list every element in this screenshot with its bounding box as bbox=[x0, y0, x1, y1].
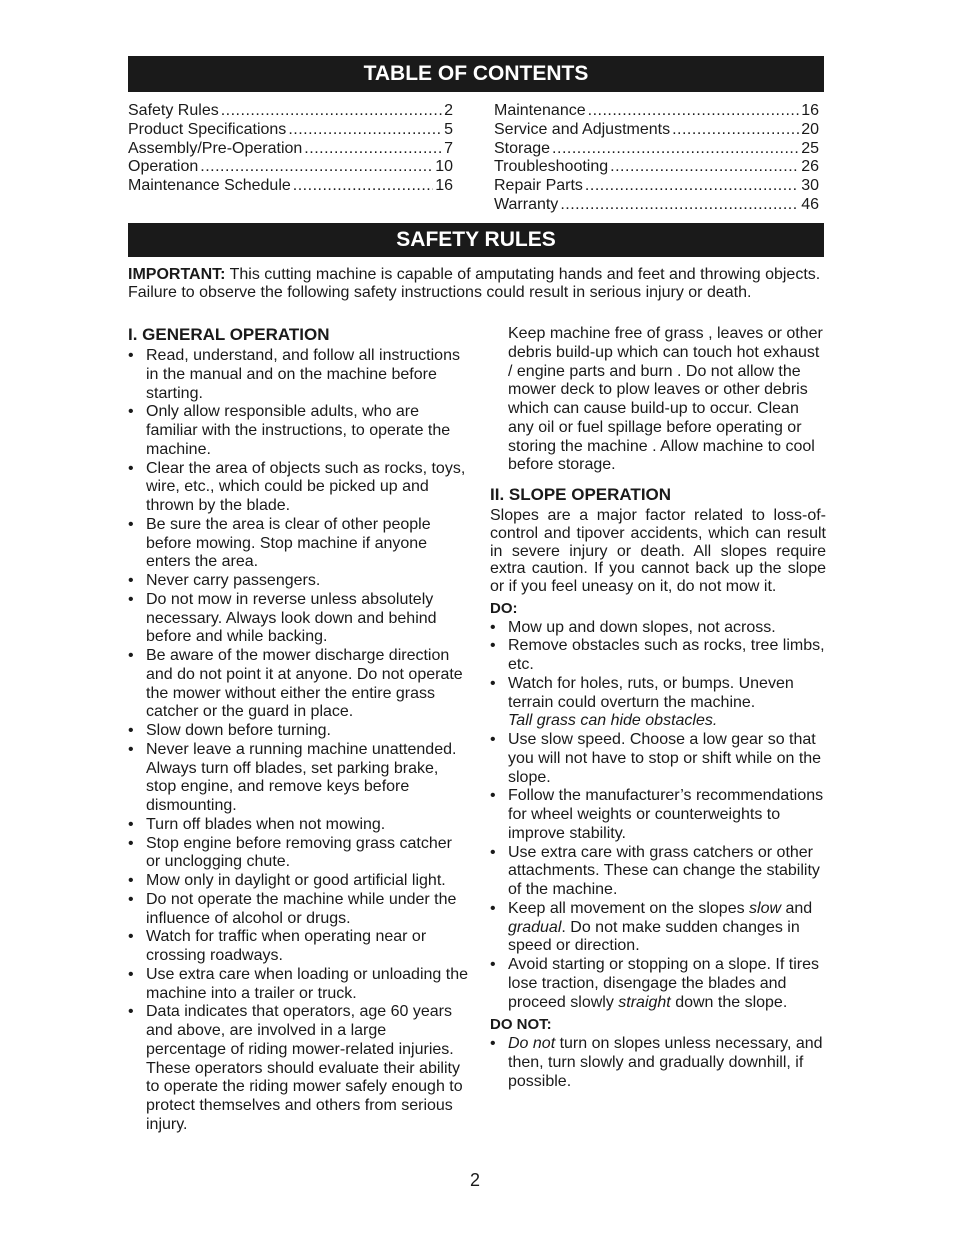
toc-entry-page: 16 bbox=[801, 102, 819, 119]
do-item: • Remove obstacles such as rocks, tree limbs, etc. bbox=[490, 637, 826, 675]
general-operation-item: • Data indicates that operators, age 60 years and above, are involved in a large percentage of riding mower-related injuries. These operators should evaluate their ability to operate the riding mower safely enough to protect themselves and others from serious injury. bbox=[128, 1003, 468, 1134]
general-operation-item: • Be aware of the mower discharge direction and do not point it at anyone. Do not operate the mower without either the entire grass catcher or the guard in place. bbox=[128, 647, 468, 722]
toc-leader-dots bbox=[585, 177, 799, 196]
general-operation-item: • Watch for traffic when operating near or crossing roadways. bbox=[128, 928, 468, 966]
general-operation-item: • Slow down before turning. bbox=[128, 722, 468, 741]
toc-entry bbox=[494, 196, 819, 215]
slope-intro: Slopes are a major factor related to loss-of-control and tipover accidents, which can result in severe injury or death. All slopes require extra caution. If you cannot back up the slope or if you feel uneasy on it, do not mow it. bbox=[490, 507, 826, 596]
toc-leader-dots bbox=[560, 196, 799, 215]
general-operation-heading: I. GENERAL OPERATION bbox=[128, 325, 330, 344]
toc-entry-page: 26 bbox=[801, 158, 819, 176]
safety-rules-title: SAFETY RULES bbox=[128, 223, 824, 257]
general-operation-item: • Never carry passengers. bbox=[128, 572, 468, 591]
toc-leader-dots bbox=[610, 158, 799, 177]
toc-entry-label: Safety Rules bbox=[128, 102, 219, 119]
toc-entry-page: 46 bbox=[801, 195, 819, 213]
toc-right-column bbox=[494, 102, 819, 215]
toc-entry-page: 2 bbox=[444, 102, 453, 119]
toc-entry bbox=[128, 102, 453, 121]
toc-entry-page: 16 bbox=[435, 177, 453, 195]
general-operation-item: • Only allow responsible adults, who are familiar with the instructions, to operate the machine. bbox=[128, 403, 468, 459]
toc-entry-page: 30 bbox=[801, 177, 819, 195]
toc-entry bbox=[128, 121, 453, 140]
toc-entry-label: Maintenance bbox=[494, 102, 586, 119]
toc-leader-dots bbox=[293, 177, 433, 196]
do-item: • Follow the manufacturer’s recommendations for wheel weights or counterweights to improve stability. bbox=[490, 787, 826, 843]
toc-entry bbox=[494, 102, 819, 121]
toc-leader-dots bbox=[552, 140, 799, 159]
toc-title: TABLE OF CONTENTS bbox=[128, 56, 824, 92]
toc-entry-label: Repair Parts bbox=[494, 177, 583, 195]
toc-entry-page: 10 bbox=[435, 158, 453, 176]
do-label: DO: bbox=[490, 599, 518, 617]
general-operation-item: • Read, understand, and follow all instructions in the manual and on the machine before starting. bbox=[128, 347, 468, 403]
do-item: • Use extra care with grass catchers or other attachments. These can change the stability of the machine. bbox=[490, 844, 826, 900]
toc-entry-label: Warranty bbox=[494, 195, 559, 213]
toc-entry bbox=[128, 158, 453, 177]
page-number: 2 bbox=[470, 1170, 481, 1190]
toc-leader-dots bbox=[221, 102, 442, 121]
toc-entry bbox=[494, 177, 819, 196]
toc-entry-page: 20 bbox=[801, 120, 819, 138]
do-not-list bbox=[490, 1035, 826, 1091]
do-not-label: DO NOT: bbox=[490, 1016, 552, 1034]
italic-note: Tall grass can hide obstacles. bbox=[508, 712, 718, 730]
toc-leader-dots bbox=[588, 102, 800, 121]
toc-entry-label: Maintenance Schedule bbox=[128, 177, 291, 195]
important-notice bbox=[128, 266, 824, 303]
left-column bbox=[128, 325, 468, 1135]
toc-entry-label: Troubleshooting bbox=[494, 158, 609, 176]
do-item: • Watch for holes, ruts, or bumps. Uneven terrain could overturn the machine. Tall grass can hide obstacles. bbox=[490, 675, 826, 731]
general-operation-item: • Mow only in daylight or good artificial light. bbox=[128, 872, 468, 891]
do-item: • Avoid starting or stopping on a slope. If tires lose traction, disengage the blades and proceed slowly straight down the slope. bbox=[490, 956, 826, 1012]
do-list bbox=[490, 619, 826, 1013]
do-item: • Use slow speed. Choose a low gear so that you will not have to stop or shift while on the slope. bbox=[490, 731, 826, 787]
toc-entry bbox=[494, 121, 819, 140]
toc-entry bbox=[494, 140, 819, 159]
toc-entry-page: 7 bbox=[444, 139, 453, 157]
toc-entry-label: Operation bbox=[128, 158, 199, 176]
general-operation-item: • Stop engine before removing grass catcher or unclogging chute. bbox=[128, 835, 468, 873]
toc-leader-dots bbox=[288, 121, 442, 140]
toc-leader-dots bbox=[672, 121, 799, 140]
general-operation-item: • Never leave a running machine unattended. Always turn off blades, set parking brake, stop engine, and remove keys before dismounting. bbox=[128, 741, 468, 816]
toc-leader-dots bbox=[200, 158, 433, 177]
do-item: • Mow up and down slopes, not across. bbox=[490, 619, 826, 638]
general-operation-item: • Do not operate the machine while under the influence of alcohol or drugs. bbox=[128, 891, 468, 929]
important-label: IMPORTANT: bbox=[128, 266, 226, 283]
general-operation-item: • Do not mow in reverse unless absolutely necessary. Always look down and behind before and while backing. bbox=[128, 591, 468, 647]
toc-entry-label: Assembly/Pre-Operation bbox=[128, 139, 303, 157]
important-text: This cutting machine is capable of amputating hands and feet and throwing objects. Failure to observe the following safety instructions could result in serious injury or death. bbox=[128, 266, 821, 302]
toc-entry-label: Storage bbox=[494, 139, 551, 157]
general-operation-item: • Use extra care when loading or unloading the machine into a trailer or truck. bbox=[128, 966, 468, 1004]
right-column bbox=[490, 325, 826, 1091]
toc-entry-page: 25 bbox=[801, 139, 819, 157]
toc-entry bbox=[494, 158, 819, 177]
toc-leader-dots bbox=[304, 140, 442, 159]
toc-entry-label: Service and Adjustments bbox=[494, 120, 671, 138]
do-item: • Keep all movement on the slopes slow and gradual. Do not make sudden changes in speed or direction. bbox=[490, 900, 826, 956]
general-operation-list bbox=[128, 347, 468, 1135]
slope-operation-heading: II. SLOPE OPERATION bbox=[490, 485, 672, 504]
toc-entry bbox=[128, 177, 453, 196]
general-operation-item: • Turn off blades when not mowing. bbox=[128, 816, 468, 835]
toc-entry bbox=[128, 140, 453, 159]
general-operation-item: • Be sure the area is clear of other people before mowing. Stop machine if anyone enters the area. bbox=[128, 516, 468, 572]
toc-entry-label: Product Specifications bbox=[128, 120, 287, 138]
toc-left-column bbox=[128, 102, 453, 196]
do-not-item: • Do not turn on slopes unless necessary, and then, turn slowly and gradually downhill, if possible. bbox=[490, 1035, 826, 1091]
general-operation-item: • Clear the area of objects such as rocks, toys, wire, etc., which could be picked up and thrown by the blade. bbox=[128, 460, 468, 516]
toc-entry-page: 5 bbox=[444, 120, 453, 138]
general-operation-continuation: Keep machine free of grass , leaves or other debris build-up which can touch hot exhaust / engine parts and burn . Do not allow the mower deck to plow leaves or other debris which can cause build-up to occur. Clean any oil or fuel spillage before operating or storing the machine . Allow machine to cool before storage. bbox=[508, 325, 823, 474]
